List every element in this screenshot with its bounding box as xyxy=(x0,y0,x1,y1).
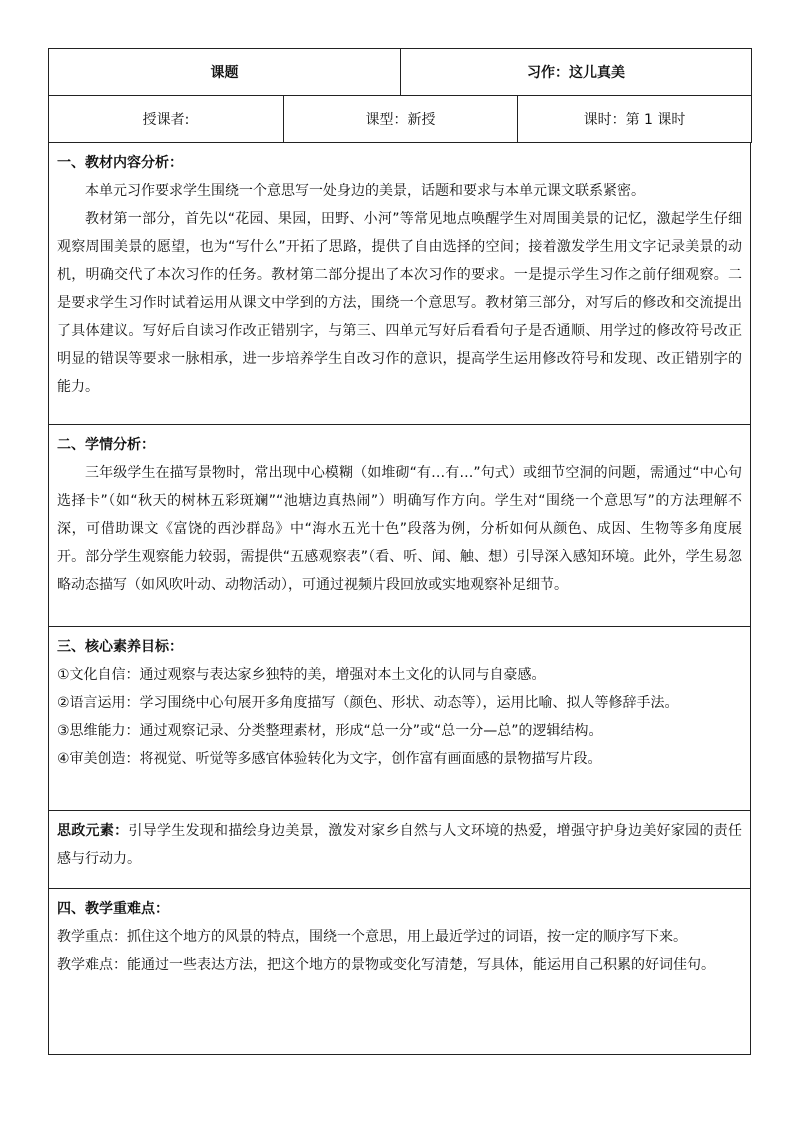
paragraph: 本单元习作要求学生围绕一个意思写一处身边的美景，话题和要求与本单元课文联系紧密。 xyxy=(85,183,645,199)
goal-item: ①文化自信：通过观察与表达家乡独特的美，增强对本土文化的认同与自豪感。 xyxy=(57,667,546,683)
topic-label: 课题 xyxy=(49,49,401,96)
goal-item: ④审美创造：将视觉、听觉等多感官体验转化为文字，创作富有画面感的景物描写片段。 xyxy=(57,751,602,767)
teacher-label: 授课者: xyxy=(49,96,284,143)
lesson-type: 课型：新授 xyxy=(284,96,518,143)
ideology-label: 思政元素： xyxy=(57,823,129,839)
section-key-points xyxy=(48,889,751,1055)
ideology-text: 引导学生发现和描绘身边美景，激发对家乡自然与人文环境的热爱，增强守护身边美好家园的责任感与行动力。 xyxy=(57,823,743,867)
paragraph: 教材第一部分，首先以“花园、果园，田野、小河”等常见地点唤醒学生对周围美景的记忆，激起学生仔细观察周围美景的愿望，也为“写什么”开拓了思路，提供了自由选择的空间；接着激发学生用文字记录美景的动机，明确交代了本次习作的任务。教材第二部分提出了本次习作的要求。一是提示学生习作之前仔细观察。二是要求学生习作时试着运用从课文中学到的方法，围绕一个意思写。教材第三部分，对写后的修改和交流提出了具体建议。写好后自读习作改正错别字，与第三、四单元写好后看看句子是否通顺、用学过的修改符号改正明显的错误等要求一脉相承，进一步培养学生自改习作的意识，提高学生运用修改符号和发现、改正错别字的能力。 xyxy=(57,211,742,395)
section-ideology xyxy=(48,811,751,889)
header-table xyxy=(48,48,752,143)
teaching-difficulty: 教学难点：能通过一些表达方法，把这个地方的景物或变化写清楚，写具体，能运用自己积累的好词佳句。 xyxy=(57,957,715,973)
section-heading: 三、核心素养目标： xyxy=(57,639,183,655)
section-heading: 四、教学重难点： xyxy=(57,901,169,917)
goal-item: ③思维能力：通过观察记录、分类整理素材，形成“总一分”或“总一分—总”的逻辑结构。 xyxy=(57,723,603,739)
section-heading: 二、学情分析： xyxy=(57,437,155,453)
section-core-goals xyxy=(48,627,751,811)
lesson-plan-page xyxy=(48,48,751,1055)
teaching-focus: 教学重点：抓住这个地方的风景的特点，围绕一个意思，用上最近学过的词语，按一定的顺序写下来。 xyxy=(57,929,687,945)
lesson-hours: 课时：第 1 课时 xyxy=(518,96,752,143)
paragraph: 三年级学生在描写景物时，常出现中心模糊（如堆砌“有…有…”句式）或细节空洞的问题，需通过“中心句选择卡”（如“秋天的树林五彩斑斓”“池塘边真热闹”）明确写作方向。学生对“围绕一个意思写”的方法理解不深，可借助课文《富饶的西沙群岛》中“海水五光十色”段落为例，分析如何从颜色、成因、生物等多角度展开。部分学生观察能力较弱，需提供“五感观察表”（看、听、闻、触、想）引导深入感知环境。此外，学生易忽略动态描写（如风吹叶动、动物活动），可通过视频片段回放或实地观察补足细节。 xyxy=(57,465,742,593)
section-learner-analysis xyxy=(48,425,751,627)
goal-item: ②语言运用：学习围绕中心句展开多角度描写（颜色、形状、动态等），运用比喻、拟人等修辞手法。 xyxy=(57,695,679,711)
ideology-paragraph xyxy=(57,817,742,873)
section-material-analysis xyxy=(48,143,751,425)
topic-value: 习作：这儿真美 xyxy=(401,49,752,96)
section-heading: 一、教材内容分析： xyxy=(57,155,183,171)
